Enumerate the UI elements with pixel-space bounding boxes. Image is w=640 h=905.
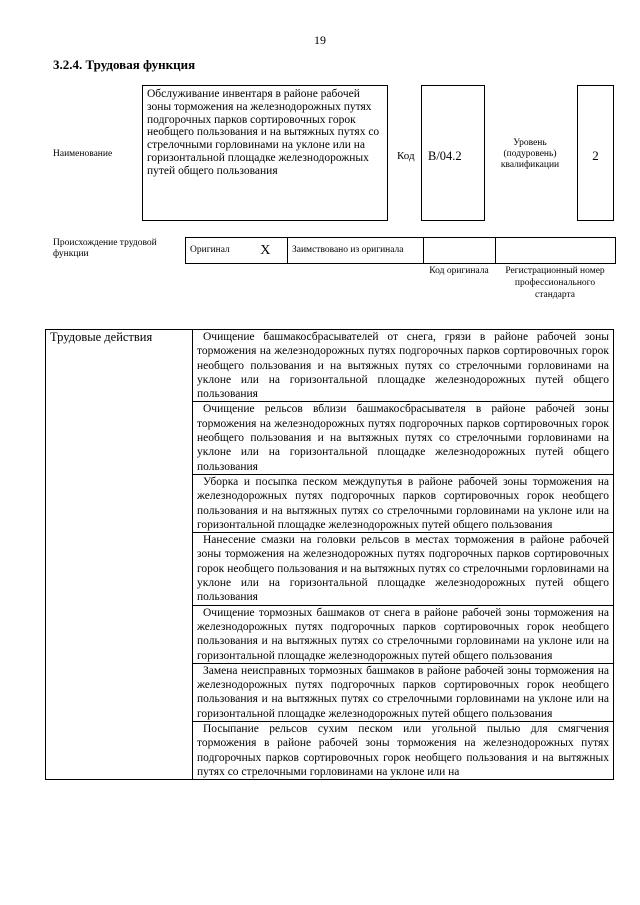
- code-original-cell: [424, 238, 496, 264]
- qualification-level-label: Уровень (подуровень) квалификации: [500, 138, 560, 170]
- labor-actions-list: [193, 330, 614, 780]
- code-label: Код: [397, 150, 415, 162]
- labor-actions-label: Трудовые действия: [46, 330, 193, 780]
- function-name-box: Обслуживание инвентаря в районе рабочей зоны торможения на железнодорожных путях подгорочных парков сортировочных горок необщего пользования и на вытяжных путях со стрелочными горловинами на уклоне или на горизонтальной площадке железнодорожных путей общего пользования: [142, 85, 388, 221]
- reg-number-label: Регистрационный номер профессионального стандарта: [505, 266, 605, 300]
- name-label: Наименование: [53, 149, 113, 159]
- reg-number-cell: [496, 238, 616, 264]
- labor-action-item: Очищение рельсов вблизи башмакосбрасывателя в районе рабочей зоны торможения на железнодорожных путях подгорочных парков сортировочных горок необщего пользования и на вытяжных путях со стрелочными горловинами на уклоне или на горизонтальной площадке железнодорожных путей общего пользования: [193, 402, 613, 474]
- code-value-box: В/04.2: [421, 85, 485, 221]
- qualification-level-box: 2: [577, 85, 614, 221]
- origin-table: [185, 237, 616, 264]
- labor-action-item: Очищение башмакосбрасывателей от снега, грязи в районе рабочей зоны торможения на железнодорожных путях подгорочных парков сортировочных горок необщего пользования и на вытяжных путях со стрелочными горловинами на уклоне или на горизонтальной площадке железнодорожных путей общего пользования: [193, 330, 613, 402]
- labor-action-item: Уборка и посыпка песком междупутья в районе рабочей зоны торможения на железнодорожных путях подгорочных парков сортировочных горок необщего пользования и на вытяжных путях со стрелочными горловинами на уклоне или на горизонтальной площадке железнодорожных путей общего пользования: [193, 475, 613, 533]
- labor-action-item: Нанесение смазки на головки рельсов в местах торможения в районе рабочей зоны торможения на железнодорожных путях подгорочных парков сортировочных горок необщего пользования и на вытяжных путях со стрелочными горловинами на уклоне или на горизонтальной площадке железнодорожных путей общего пользования: [193, 533, 613, 605]
- code-original-label: Код оригинала: [429, 266, 489, 276]
- labor-action-item: Посыпание рельсов сухим песком или угольной пылью для смягчения торможения в районе рабочей зоны торможения на железнодорожных путях подгорочных парков сортировочных горок необщего пользования и на вытяжных путях со стрелочными горловинами на уклоне или на: [197, 723, 609, 778]
- original-label: Оригинал: [186, 238, 244, 264]
- labor-actions-table: [45, 329, 614, 780]
- origin-label: Происхождение трудовой функции: [53, 238, 157, 259]
- borrowed-label: Заимствовано из оригинала: [288, 238, 424, 264]
- original-mark: X: [244, 238, 288, 264]
- page-number: 19: [314, 33, 326, 47]
- section-heading: 3.2.4. Трудовая функция: [53, 57, 196, 72]
- labor-action-item: Замена неисправных тормозных башмаков в районе рабочей зоны торможения на железнодорожных путях подгорочных парков сортировочных горок необщего пользования и на вытяжных путях со стрелочными горловинами на уклоне или на горизонтальной площадке железнодорожных путей общего пользования: [193, 664, 613, 722]
- labor-action-item: Очищение тормозных башмаков от снега в районе рабочей зоны торможения на железнодорожных путях подгорочных парков сортировочных горок необщего пользования и на вытяжных путях со стрелочными горловинами на уклоне или на горизонтальной площадке железнодорожных путей общего пользования: [193, 606, 613, 664]
